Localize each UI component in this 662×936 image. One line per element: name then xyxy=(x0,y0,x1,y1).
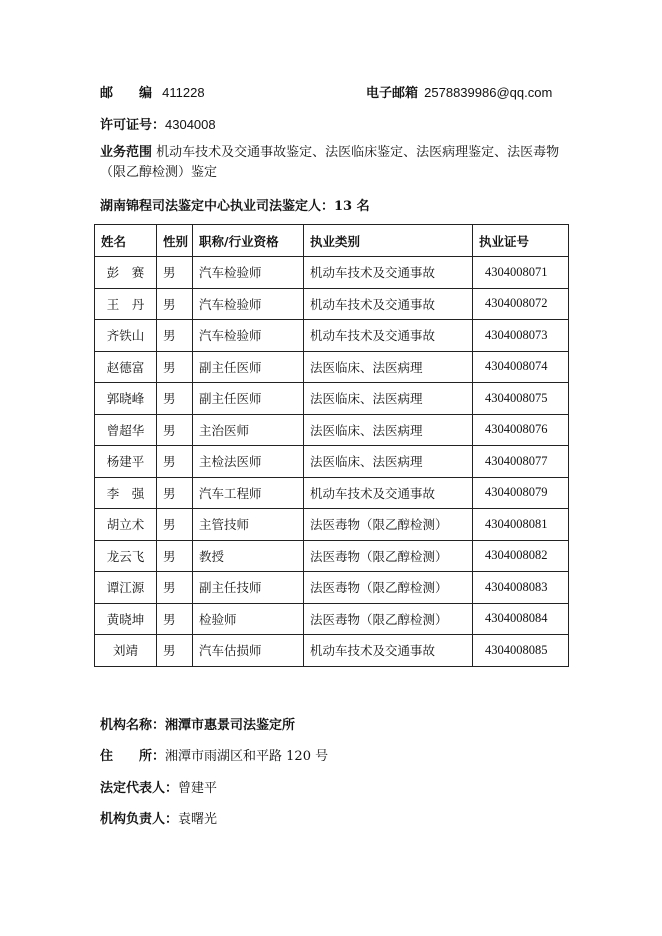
cell-name: 杨建平 xyxy=(95,446,157,478)
table-row xyxy=(95,446,569,478)
table-row xyxy=(95,351,569,383)
cell-name: 齐铁山 xyxy=(95,320,157,352)
cell-name: 龙云飞 xyxy=(95,540,157,572)
cell-license-no: 4304008075 xyxy=(473,383,569,415)
address-line xyxy=(100,745,328,764)
column-header-name: 姓名 xyxy=(95,225,157,257)
institution-head-label: 机构负责人： xyxy=(100,812,179,827)
cell-gender: 男 xyxy=(157,351,193,383)
cell-title: 主检法医师 xyxy=(193,446,304,478)
cell-gender: 男 xyxy=(157,446,193,478)
cell-category: 法医毒物（限乙醇检测） xyxy=(304,603,473,635)
cell-title: 汽车工程师 xyxy=(193,477,304,509)
cell-gender: 男 xyxy=(157,603,193,635)
cell-license-no: 4304008081 xyxy=(473,509,569,541)
cell-license-no: 4304008077 xyxy=(473,446,569,478)
cell-category: 机动车技术及交通事故 xyxy=(304,477,473,509)
table-header-row xyxy=(95,225,569,257)
cell-title: 汽车估损师 xyxy=(193,635,304,667)
cell-title: 副主任医师 xyxy=(193,351,304,383)
cell-license-no: 4304008085 xyxy=(473,635,569,667)
cell-license-no: 4304008071 xyxy=(473,257,569,289)
institution-name-line xyxy=(100,714,295,733)
cell-name: 谭江源 xyxy=(95,572,157,604)
table-row xyxy=(95,635,569,667)
cell-title: 汽车检验师 xyxy=(193,288,304,320)
cell-category: 法医临床、法医病理 xyxy=(304,446,473,478)
cell-title: 教授 xyxy=(193,540,304,572)
cell-gender: 男 xyxy=(157,383,193,415)
postcode-line xyxy=(100,82,205,101)
cell-gender: 男 xyxy=(157,509,193,541)
column-header-license-no: 执业证号 xyxy=(473,225,569,257)
cell-name: 彭 赛 xyxy=(95,257,157,289)
legal-representative-label: 法定代表人： xyxy=(100,781,179,796)
address-value: 湘潭市雨湖区和平路 120 号 xyxy=(165,749,329,764)
cell-gender: 男 xyxy=(157,540,193,572)
column-header-category: 执业类别 xyxy=(304,225,473,257)
license-line xyxy=(100,114,216,133)
email-value: 2578839986@qq.com xyxy=(424,85,553,100)
license-label: 许可证号： xyxy=(100,118,166,133)
table-row xyxy=(95,320,569,352)
legal-representative-value: 曾建平 xyxy=(178,781,218,796)
institution-head-line xyxy=(100,808,217,827)
cell-gender: 男 xyxy=(157,320,193,352)
cell-category: 机动车技术及交通事故 xyxy=(304,635,473,667)
cell-title: 主管技师 xyxy=(193,509,304,541)
cell-license-no: 4304008084 xyxy=(473,603,569,635)
scope-paragraph xyxy=(100,143,570,183)
email-line xyxy=(366,82,552,101)
cell-license-no: 4304008079 xyxy=(473,477,569,509)
cell-category: 法医毒物（限乙醇检测） xyxy=(304,540,473,572)
table-row xyxy=(95,414,569,446)
cell-title: 检验师 xyxy=(193,603,304,635)
table-row xyxy=(95,540,569,572)
cell-name: 王 丹 xyxy=(95,288,157,320)
table-row xyxy=(95,603,569,635)
cell-license-no: 4304008076 xyxy=(473,414,569,446)
cell-gender: 男 xyxy=(157,635,193,667)
cell-gender: 男 xyxy=(157,257,193,289)
cell-category: 法医临床、法医病理 xyxy=(304,383,473,415)
cell-license-no: 4304008074 xyxy=(473,351,569,383)
cell-category: 法医毒物（限乙醇检测） xyxy=(304,572,473,604)
cell-name: 曾超华 xyxy=(95,414,157,446)
cell-category: 法医临床、法医病理 xyxy=(304,351,473,383)
cell-name: 胡立术 xyxy=(95,509,157,541)
scope-label: 业务范围 xyxy=(100,145,153,160)
legal-representative-line xyxy=(100,777,217,796)
cell-category: 法医毒物（限乙醇检测） xyxy=(304,509,473,541)
table-row xyxy=(95,572,569,604)
cell-category: 机动车技术及交通事故 xyxy=(304,257,473,289)
license-value: 4304008 xyxy=(165,117,216,132)
cell-gender: 男 xyxy=(157,572,193,604)
cell-title: 汽车检验师 xyxy=(193,320,304,352)
postcode-value: 411228 xyxy=(162,85,205,100)
examiner-table xyxy=(94,224,569,667)
cell-title: 主治医师 xyxy=(193,414,304,446)
cell-title: 汽车检验师 xyxy=(193,257,304,289)
column-header-gender: 性别 xyxy=(157,225,193,257)
cell-name: 刘靖 xyxy=(95,635,157,667)
cell-gender: 男 xyxy=(157,414,193,446)
cell-gender: 男 xyxy=(157,288,193,320)
institution-name-value: 湘潭市惠景司法鉴定所 xyxy=(165,718,296,733)
cell-title: 副主任技师 xyxy=(193,572,304,604)
cell-license-no: 4304008083 xyxy=(473,572,569,604)
cell-gender: 男 xyxy=(157,477,193,509)
cell-category: 机动车技术及交通事故 xyxy=(304,320,473,352)
cell-name: 郭晓峰 xyxy=(95,383,157,415)
table-row xyxy=(95,257,569,289)
email-label: 电子邮箱 xyxy=(366,86,419,101)
scope-value: 机动车技术及交通事故鉴定、法医临床鉴定、法医病理鉴定、法医毒物（限乙醇检测）鉴定 xyxy=(100,145,560,180)
roster-title: 湖南锦程司法鉴定中心执业司法鉴定人：13 名 xyxy=(100,199,370,214)
cell-license-no: 4304008073 xyxy=(473,320,569,352)
table-row xyxy=(95,477,569,509)
postcode-label: 邮 编 xyxy=(100,86,153,101)
table-row xyxy=(95,288,569,320)
cell-license-no: 4304008082 xyxy=(473,540,569,572)
cell-category: 法医临床、法医病理 xyxy=(304,414,473,446)
table-row xyxy=(95,509,569,541)
table-row xyxy=(95,383,569,415)
institution-head-value: 袁曙光 xyxy=(178,812,218,827)
table-body xyxy=(95,257,569,667)
cell-name: 李 强 xyxy=(95,477,157,509)
cell-name: 赵德富 xyxy=(95,351,157,383)
cell-title: 副主任医师 xyxy=(193,383,304,415)
address-label: 住 所： xyxy=(100,749,166,764)
cell-category: 机动车技术及交通事故 xyxy=(304,288,473,320)
institution-name-label: 机构名称： xyxy=(100,718,166,733)
cell-license-no: 4304008072 xyxy=(473,288,569,320)
column-header-title: 职称/行业资格 xyxy=(193,225,304,257)
cell-name: 黄晓坤 xyxy=(95,603,157,635)
